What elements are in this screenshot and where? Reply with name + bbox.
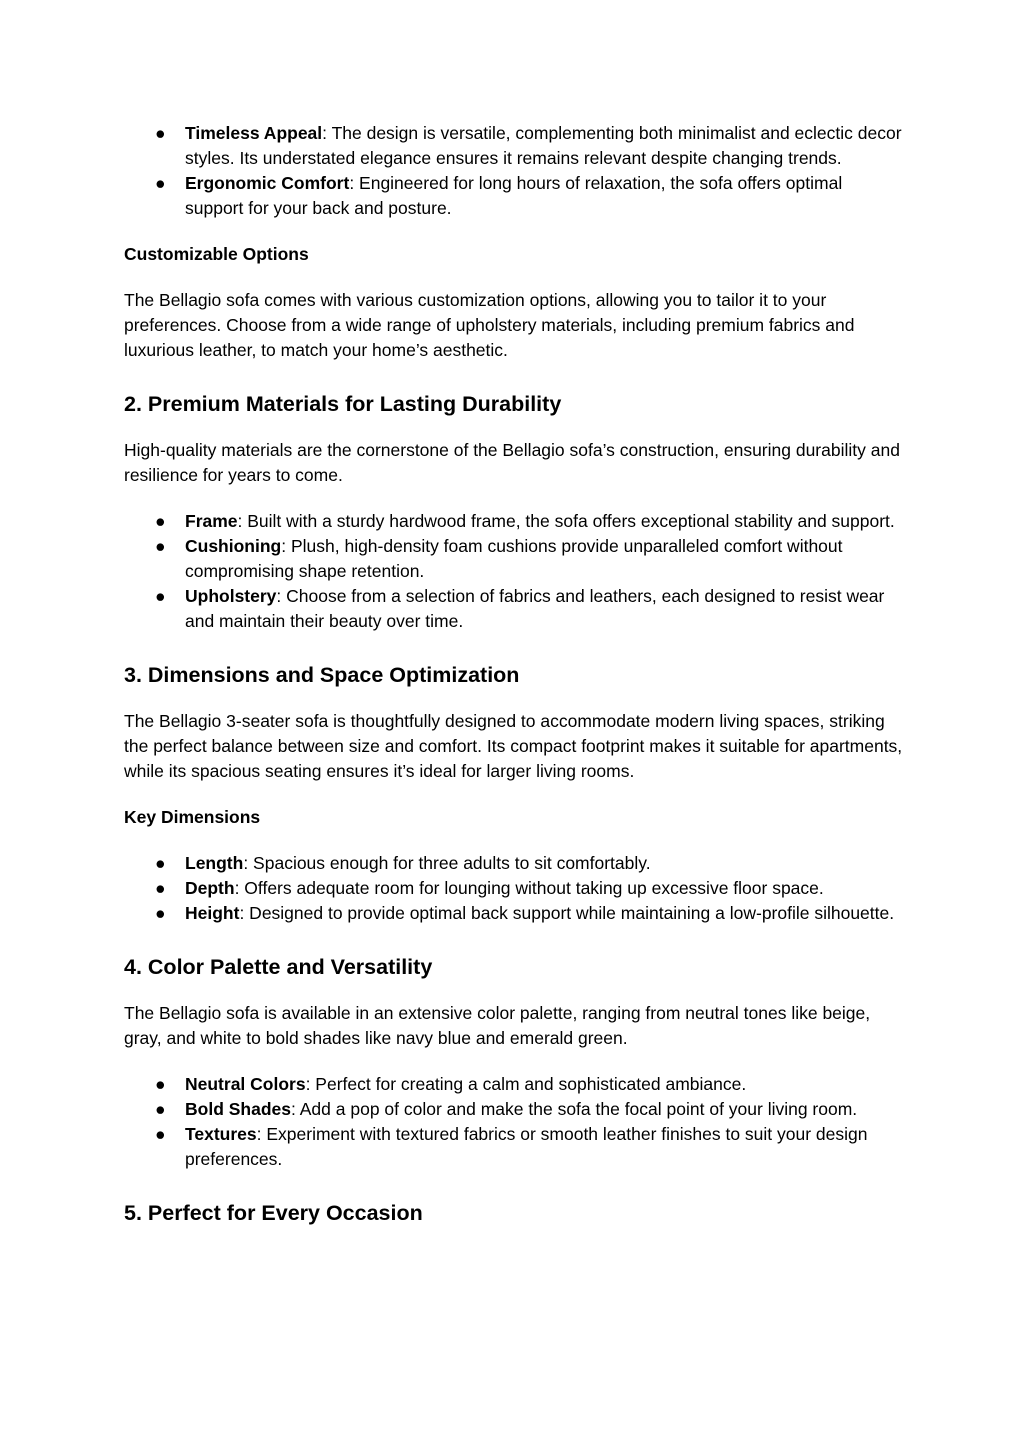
list-item-text: : The design is versatile, complementing both minimalist and eclectic decor styles. Its understated elegance ensures it remains relevant despite changing trends. (185, 123, 902, 168)
materials-bullet-list (124, 509, 904, 634)
list-item-term: Length (185, 853, 244, 873)
section-2-paragraph: High-quality materials are the cornerstone of the Bellagio sofa’s construction, ensuring durability and resilience for years to come. (124, 440, 900, 485)
list-item-term: Cushioning (185, 536, 282, 556)
section-5-heading: 5. Perfect for Every Occasion (124, 1201, 423, 1225)
list-item (124, 1072, 904, 1097)
bullet-icon: ● (155, 586, 166, 606)
key-dimensions-heading: Key Dimensions (124, 807, 261, 827)
dimensions-bullet-list (124, 851, 904, 926)
document-content (124, 121, 904, 1227)
list-item-text: : Offers adequate room for lounging without taking up excessive floor space. (234, 878, 824, 898)
list-item-text: : Perfect for creating a calm and sophisticated ambiance. (305, 1074, 747, 1094)
list-item-term: Frame (185, 511, 238, 531)
customizable-options-paragraph: The Bellagio sofa comes with various customization options, allowing you to tailor it to your preferences. Choose from a wide range of upholstery materials, including premium fabrics and luxurious leather, to match your home’s aesthetic. (124, 290, 855, 360)
section-4-heading: 4. Color Palette and Versatility (124, 955, 433, 979)
list-item-text: : Engineered for long hours of relaxation, the sofa offers optimal support for your back and posture. (185, 173, 843, 218)
list-item-term: Upholstery (185, 586, 277, 606)
colors-bullet-list (124, 1072, 904, 1172)
list-item (124, 509, 904, 534)
bullet-icon: ● (155, 1124, 166, 1144)
bullet-icon: ● (155, 878, 166, 898)
list-item-term: Height (185, 903, 240, 923)
list-item-text: : Built with a sturdy hardwood frame, the sofa offers exceptional stability and support. (237, 511, 895, 531)
list-item-text: : Experiment with textured fabrics or smooth leather finishes to suit your design preferences. (185, 1124, 868, 1169)
list-item-text: : Spacious enough for three adults to sit comfortably. (243, 853, 651, 873)
customizable-options-heading: Customizable Options (124, 244, 309, 264)
list-item-term: Timeless Appeal (185, 123, 323, 143)
bullet-icon: ● (155, 1074, 166, 1094)
list-item (124, 1122, 904, 1172)
list-item-term: Bold Shades (185, 1099, 291, 1119)
list-item-term: Depth (185, 878, 235, 898)
list-item-term: Neutral Colors (185, 1074, 306, 1094)
list-item (124, 171, 904, 221)
bullet-icon: ● (155, 1099, 166, 1119)
bullet-icon: ● (155, 536, 166, 556)
bullet-icon: ● (155, 903, 166, 923)
list-item-text: : Designed to provide optimal back support while maintaining a low-profile silhouette. (239, 903, 895, 923)
section-3-heading: 3. Dimensions and Space Optimization (124, 663, 520, 687)
list-item (124, 1097, 904, 1122)
list-item-term: Textures (185, 1124, 257, 1144)
list-item (124, 121, 904, 171)
bullet-icon: ● (155, 123, 166, 143)
list-item-term: Ergonomic Comfort (185, 173, 350, 193)
section-4-paragraph: The Bellagio sofa is available in an extensive color palette, ranging from neutral tones like beige, gray, and white to bold shades like navy blue and emerald green. (124, 1003, 871, 1048)
intro-bullet-list (124, 121, 904, 221)
list-item (124, 901, 904, 926)
list-item (124, 876, 904, 901)
list-item (124, 851, 904, 876)
bullet-icon: ● (155, 853, 166, 873)
list-item (124, 584, 904, 634)
list-item-text: : Plush, high-density foam cushions provide unparalleled comfort without compromising shape retention. (185, 536, 843, 581)
bullet-icon: ● (155, 173, 166, 193)
section-3-paragraph: The Bellagio 3-seater sofa is thoughtfully designed to accommodate modern living spaces, striking the perfect balance between size and comfort. Its compact footprint makes it suitable for apartments, while its spacious seating ensures it’s ideal for larger living rooms. (124, 711, 903, 781)
section-2-heading: 2. Premium Materials for Lasting Durability (124, 392, 562, 416)
list-item-text: : Choose from a selection of fabrics and leathers, each designed to resist wear and maintain their beauty over time. (185, 586, 885, 631)
bullet-icon: ● (155, 511, 166, 531)
list-item (124, 534, 904, 584)
list-item-text: : Add a pop of color and make the sofa the focal point of your living room. (291, 1099, 858, 1119)
